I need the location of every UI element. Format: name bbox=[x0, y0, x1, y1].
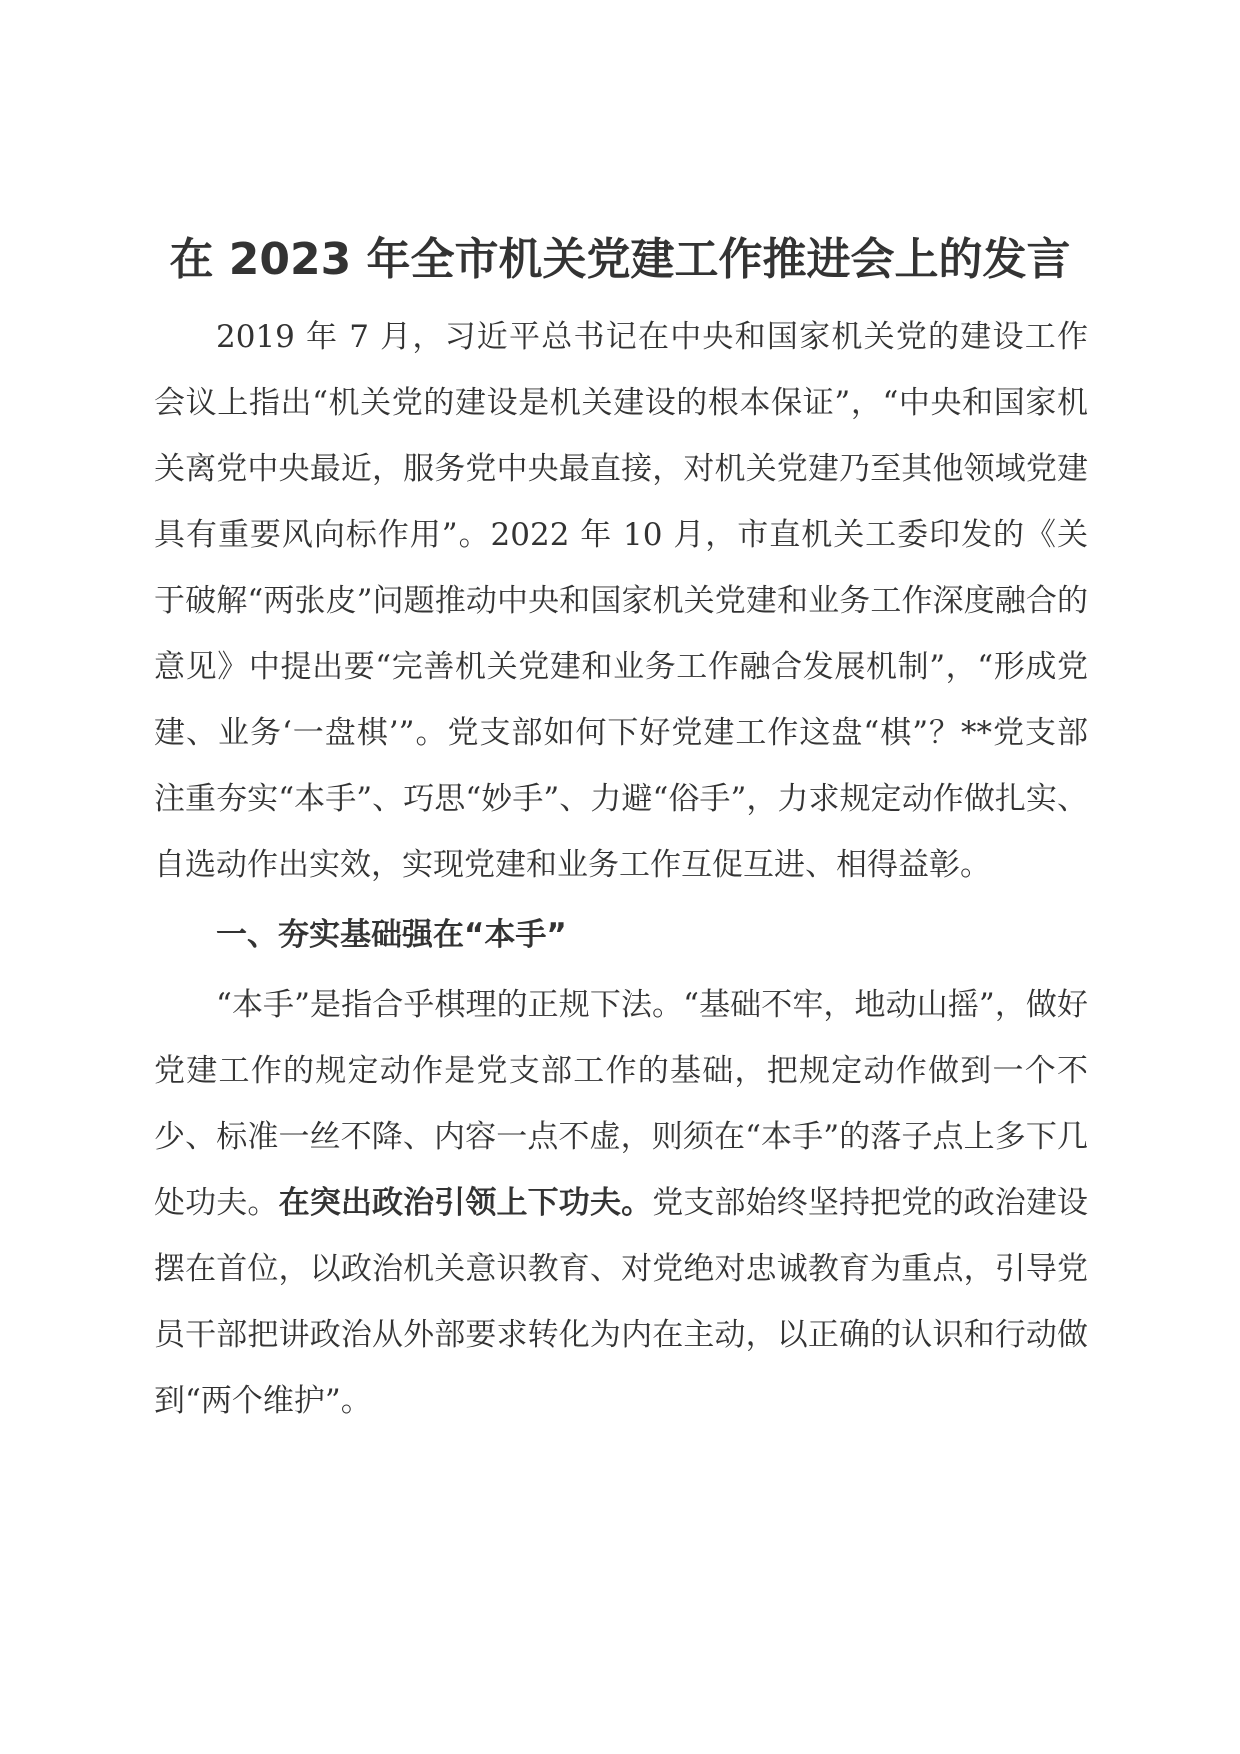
document-title: 在 2023 年全市机关党建工作推进会上的发言 bbox=[169, 234, 1071, 285]
section-1-text-part-1: “本手”是指合乎棋理的正规下法。“基础不牢，地动山摇”，做好党建工作的规定动作是党支部工作的基础，把规定动作做到一个不少、标准一丝不降、内容一点不虚，则须在“本手”的落子点上多下几处功夫。 bbox=[154, 987, 1088, 1221]
section-1-bold-subheading: 在突出政治引领上下功夫。 bbox=[278, 1185, 653, 1221]
section-1-paragraph bbox=[154, 972, 1088, 1434]
section-heading-1: 一、夯实基础强在“本手” bbox=[216, 917, 567, 953]
document-body bbox=[154, 304, 1088, 1434]
section-1-text-part-2: 党支部始终坚持把党的政治建设摆在首位，以政治机关意识教育、对党绝对忠诚教育为重点，引导党员干部把讲政治从外部要求转化为内在主动，以正确的认识和行动做到“两个维护”。 bbox=[154, 1185, 1089, 1419]
intro-paragraph: 2019 年 7 月，习近平总书记在中央和国家机关党的建设工作会议上指出“机关党的建设是机关建设的根本保证”，“中央和国家机关离党中央最近，服务党中央最直接，对机关党建乃至其他领域党建具有重要风向标作用”。2022 年 10 月，市直机关工委印发的《关于破解“两张皮”问题推动中央和国家机关党建和业务工作深度融合的意见》中提出要“完善机关党建和业务工作融合发展机制”，“形成党建、业务‘一盘棋’”。党支部如何下好党建工作这盘“棋”？**党支部注重夯实“本手”、巧思“妙手”、力避“俗手”，力求规定动作做扎实、自选动作出实效，实现党建和业务工作互促互进、相得益彰。 bbox=[154, 319, 1088, 883]
